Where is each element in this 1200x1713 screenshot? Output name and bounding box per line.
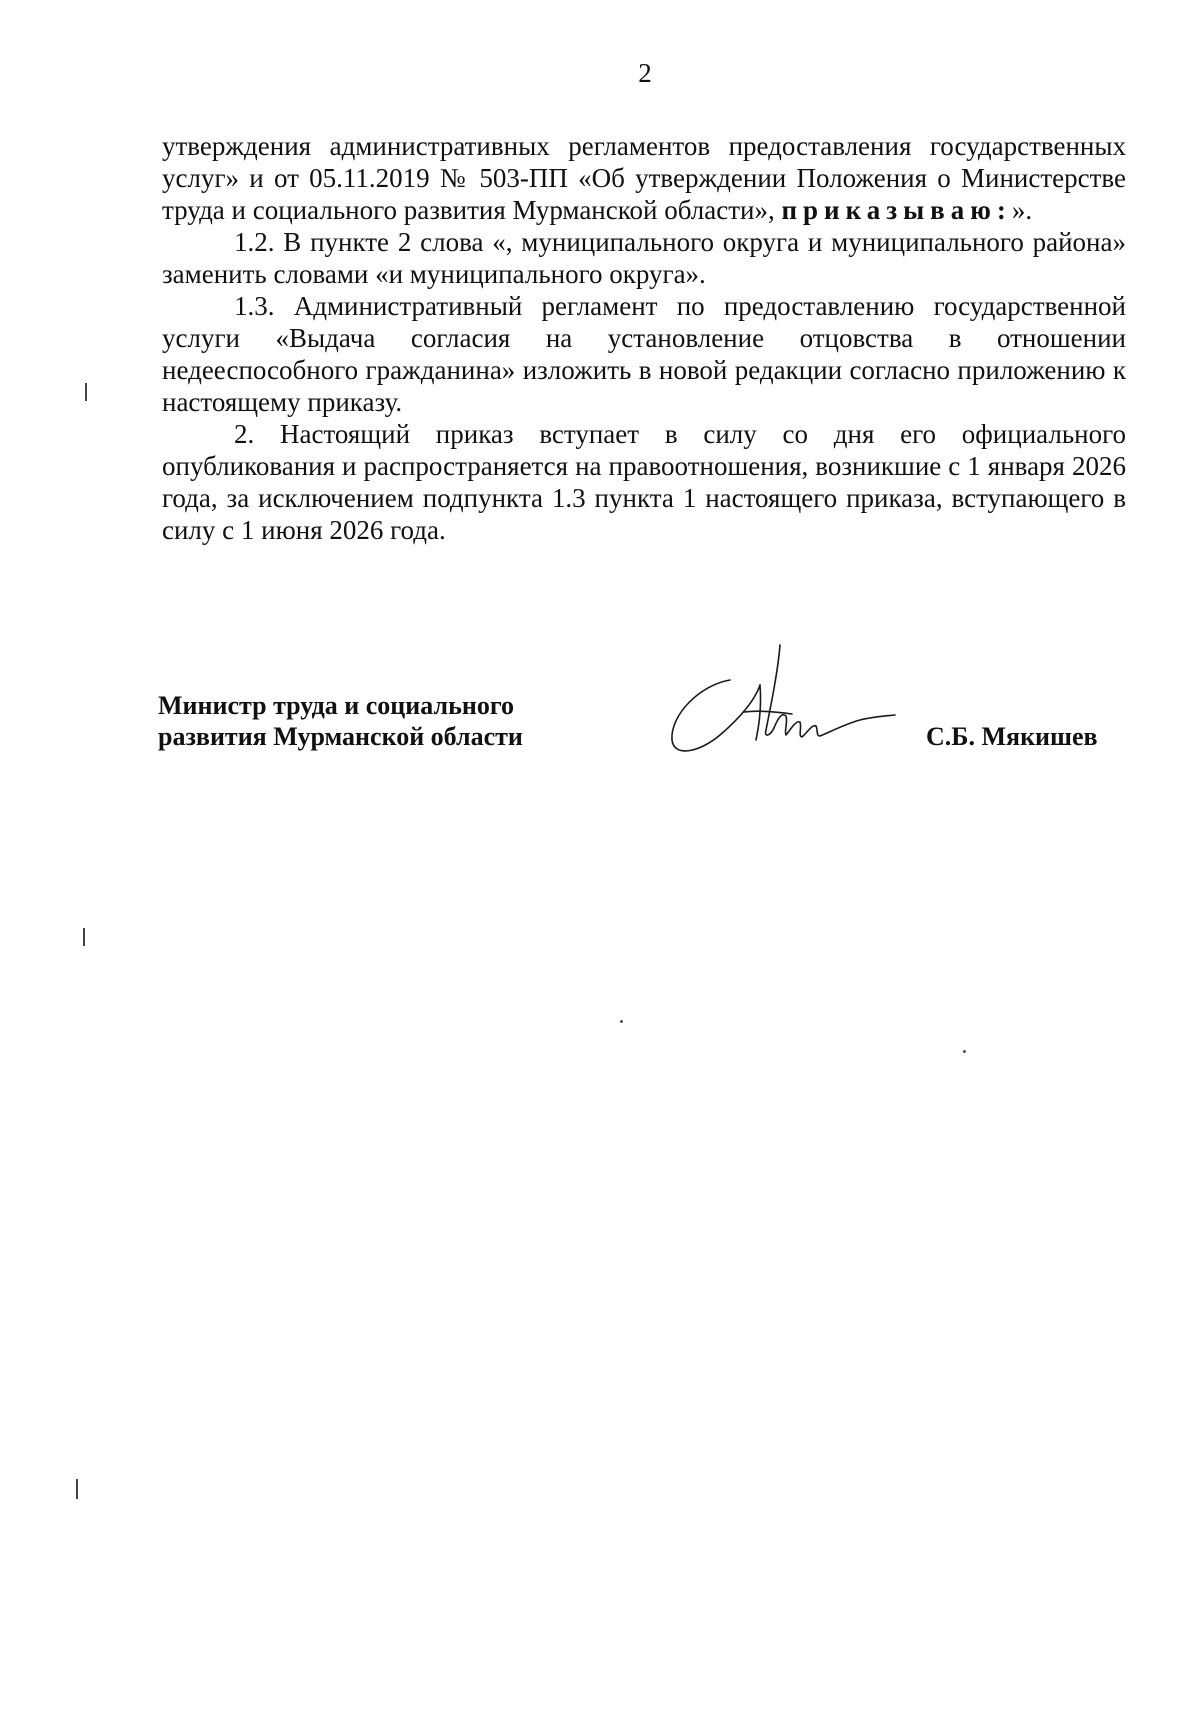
paragraph-1-tail: ». (1011, 195, 1033, 225)
paragraph-1-3: 1.3. Административный регламент по предоставлению государственной услуги «Выдача согласия на установление отцовства в отношении недееспособного гражданина» изложить в новой редакции согласно приложению к настоящему приказу. (162, 291, 1126, 417)
scan-artifact (620, 1020, 623, 1023)
signer-position (158, 690, 523, 752)
paragraph-1-2: 1.2. В пункте 2 слова «, муниципального округа и муниципального района» заменить словами «и муниципального округа». (162, 227, 1126, 289)
signer-name: С.Б. Мякишев (926, 722, 1098, 751)
scan-artifact (83, 928, 85, 946)
order-keyword: приказываю: (781, 195, 1012, 225)
paragraph-2: 2. Настоящий приказ вступает в силу со дня его официального опубликования и распространяется на правоотношения, возникшие с 1 января 2026 года, за исключением подпункта 1.3 пункта 1 настоящего приказа, вступающего в силу с 1 июня 2026 года. (162, 419, 1126, 545)
signer-position-line-2: развития Мурманской области (158, 722, 523, 751)
handwritten-signature (660, 640, 900, 765)
document-body (162, 130, 1126, 546)
signer-position-line-1: Министр труда и социального (158, 691, 514, 720)
scan-artifact (85, 383, 87, 401)
scan-artifact (76, 1479, 78, 1499)
scan-artifact (963, 1050, 966, 1053)
paragraph-1-text: утверждения административных регламентов предоставления государственных услуг» и от 05.11.2019 № 503-ПП «Об утверждении Положения о Министерстве труда и социального развития Мурманской области», (162, 131, 1126, 225)
paragraph-1 (162, 130, 1126, 226)
page-number: 2 (638, 58, 652, 88)
